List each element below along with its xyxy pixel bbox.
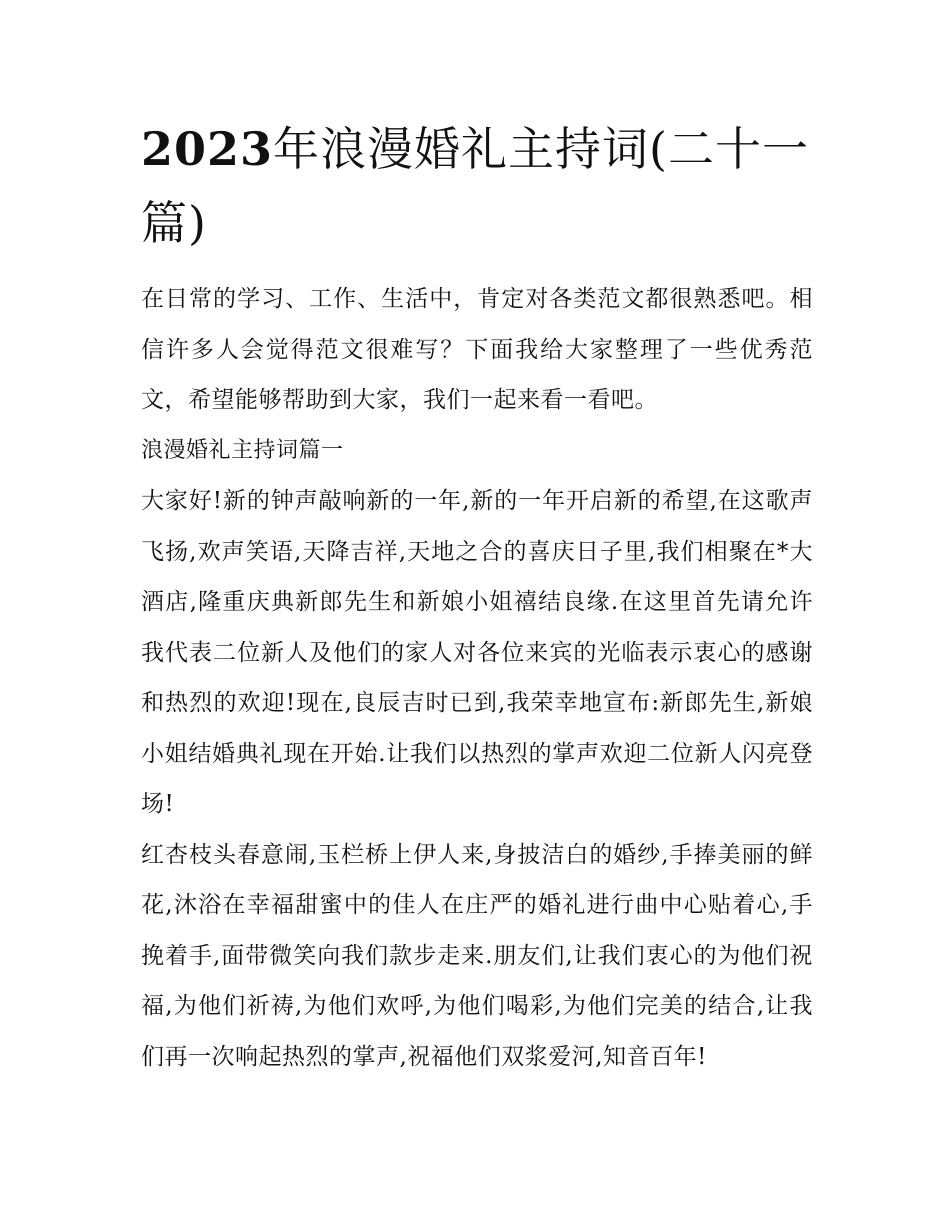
title-text: 年浪漫婚礼主持词(二十一篇) [141,122,809,250]
body-paragraph: 红杏枝头春意闹,玉栏桥上伊人来,身披洁白的婚纱,手捧美丽的鲜花,沐浴在幸福甜蜜中的佳人在庄严的婚礼进行曲中心贴着心,手挽着手,面带微笑向我们款步走来.朋友们,让我们衷心的为他们祝福,为他们祈祷,为他们欢呼,为他们喝彩,为他们完美的结合,让我们再一次响起热烈的掌声,祝福他们双浆爱河,知音百年! [141,841,813,1070]
page-title [141,112,813,260]
section-heading: 浪漫婚礼主持词篇一 [141,437,344,463]
title-year: 2023 [141,122,274,176]
document-body [141,274,813,1082]
document-content [141,112,813,1082]
body-paragraph: 大家好!新的钟声敲响新的一年,新的一年开启新的希望,在这歌声飞扬,欢声笑语,天降吉祥,天地之合的喜庆日子里,我们相聚在*大酒店,隆重庆典新郎先生和新娘小姐禧结良缘.在这里首先请允许我代表二位新人及他们的家人对各位来宾的光临表示衷心的感谢和热烈的欢迎!现在,良辰吉时已到,我荣幸地宣布:新郎先生,新娘小姐结婚典礼现在开始.让我们以热烈的掌声欢迎二位新人闪亮登场! [141,488,813,817]
intro-paragraph: 在日常的学习、工作、生活中，肯定对各类范文都很熟悉吧。相信许多人会觉得范文很难写？下面我给大家整理了一些优秀范文，希望能够帮助到大家，我们一起来看一看吧。 [141,286,813,413]
